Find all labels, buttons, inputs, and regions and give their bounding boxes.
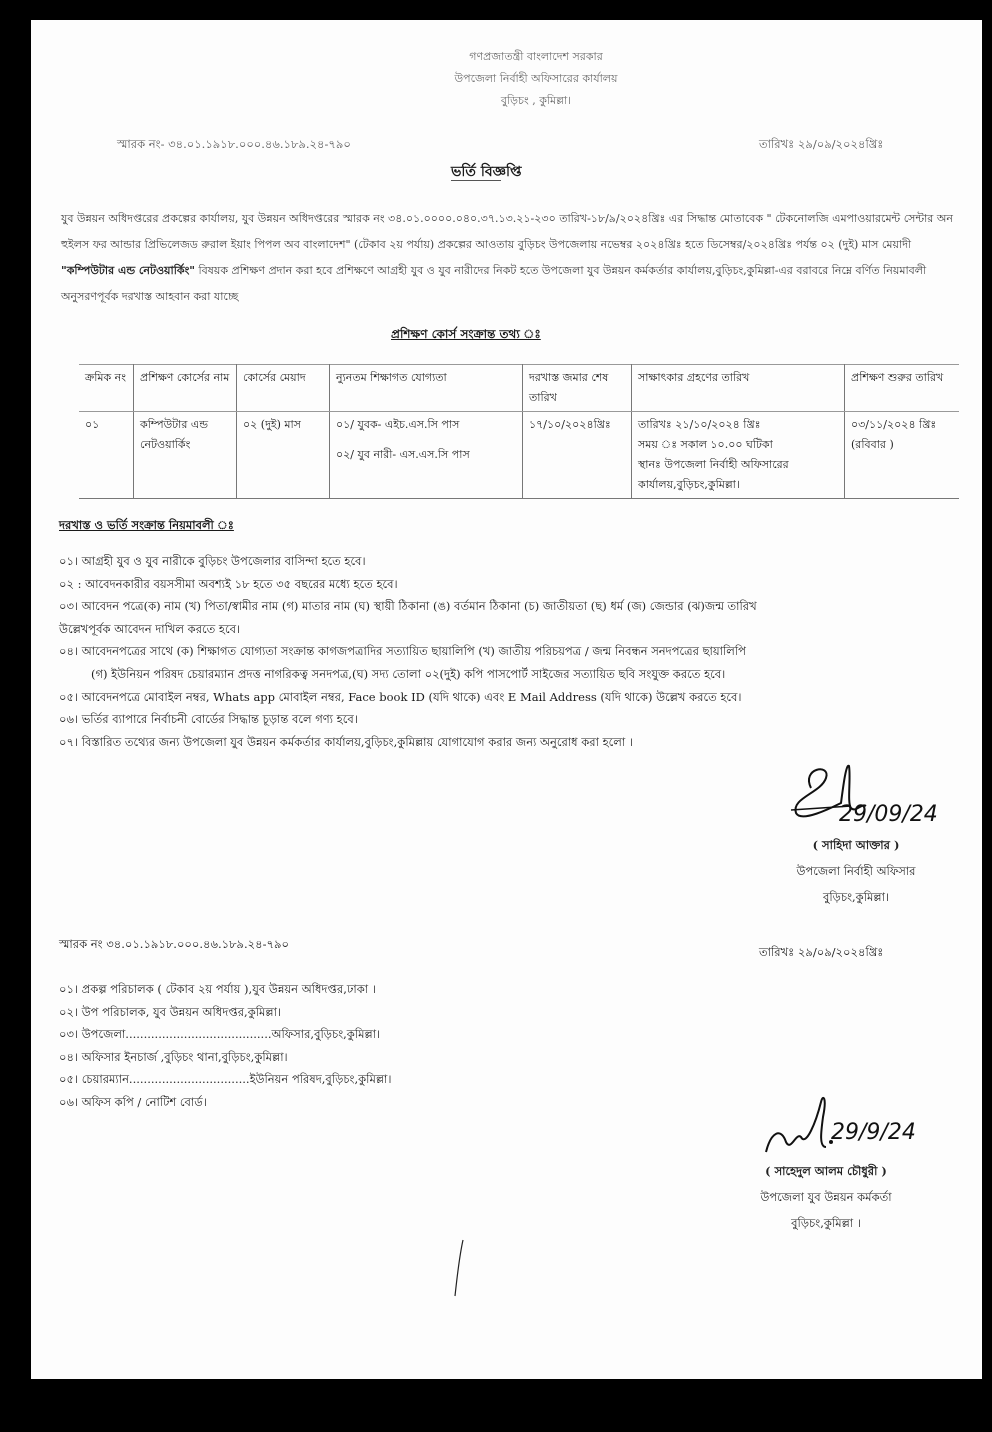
signatory-1-designation: উপজেলা নির্বাহী অফিসার: [796, 864, 916, 878]
col-serial: ক্রমিক নং: [79, 365, 134, 412]
signature-2-block: [721, 1158, 931, 1236]
rules-list: [59, 550, 979, 753]
rule-item: ০২ : আবেদনকারীর বয়সসীমা অবশ্যই ১৮ হতে ৩৫ বছরের মধ্যে হতে হবে।: [59, 576, 398, 591]
interview-place: স্থানঃ উপজেলা নির্বাহী অফিসারের কার্যালয়,বুড়িচং,কুমিল্লা।: [638, 458, 789, 491]
rule-item-continued: উল্লেখপূর্বক আবেদন দাখিল করতে হবে।: [59, 621, 241, 636]
distribution-memo-number: স্মারক নং ৩৪.০১.১৯১৮.০০০.৪৬.১৮৯.২৪-৭৯০: [59, 937, 289, 951]
signatory-1-location: বুড়িচং,কুমিল্লা।: [822, 890, 890, 904]
rule-item: ০৬। ভর্তির ব্যাপারে নির্বাচনী বোর্ডের সিদ্ধান্ত চূড়ান্ত বলে গণ্য হবে।: [59, 712, 358, 727]
rule-item: ০৩। আবেদন পত্রে(ক) নাম (খ) পিতা/স্বামীর নাম (গ) মাতার নাম (ঘ) স্থায়ী ঠিকানা (ঙ) বর্তমান ঠিকানা (চ) জাতীয়তা (ছ) ধর্ম (জ) জেন্ডার (ঝ)জন্ম তারিখ: [59, 599, 757, 614]
distribution-item: ০১। প্রকল্প পরিচালক ( টেকাব ২য় পর্যায় ),যুব উন্নয়ন অধিদপ্তর,ঢাকা ।: [59, 982, 376, 996]
distribution-item: ০৫। চেয়ারম্যান.................................ইউনিয়ন পরিষদ,বুড়িচং,কুমিল্লা।: [59, 1072, 392, 1086]
signatory-2-location: বুড়িচং,কুমিল্লা ।: [791, 1216, 861, 1230]
col-course-name: প্রশিক্ষণ কোর্সের নাম: [134, 365, 237, 412]
cell-qualification: [330, 412, 523, 499]
rule-item: ০৭। বিস্তারিত তথ্যের জন্য উপজেলা যুব উন্নয়ন কর্মকর্তার কার্যালয়,বুড়িচং,কুমিল্লায় যোগাযোগ করার জন্য অনুরোধ করা হলো ।: [59, 734, 633, 749]
distribution-item: ০৪। অফিসার ইনচার্জ ,বুড়িচং থানা,বুড়িচং,কুমিল্লা।: [59, 1049, 288, 1064]
intro-paragraph: [61, 206, 966, 310]
cell-duration: ০২ (দুই) মাস: [237, 412, 330, 499]
distribution-date: তারিখঃ ২৯/০৯/২০২৪খ্রিঃ: [759, 945, 884, 959]
rule-item: ০৪। আবেদনপত্রের সাথে (ক) শিক্ষাগত যোগ্যতা সংক্রান্ত কাগজপত্রাদির সত্যায়িত ছায়ালিপি (খ) জাতীয় পরিচয়পত্র / জন্ম নিবন্ধন সনদপত্রের ছায়ালিপি: [59, 644, 746, 659]
distribution-item: ০৩। উপজেলা........................................অফিসার,বুড়িচং,কুমিল্লা।: [59, 1027, 381, 1041]
col-start-date: প্রশিক্ষণ শুরুর তারিখ: [845, 365, 960, 412]
col-duration: কোর্সের মেয়াদ: [237, 365, 330, 412]
signatory-2-name: ( সাহেদুল আলম চৌধুরী ): [765, 1164, 887, 1178]
distribution-item: ০৬। অফিস কপি / নোটিশ বোর্ড।: [59, 1094, 207, 1109]
distribution-list: [59, 978, 391, 1113]
signature-2-date: 29/9/24: [831, 1120, 916, 1145]
notice-document: [31, 20, 982, 1379]
gov-line-1: গণপ্রজাতন্ত্রী বাংলাদেশ সরকার: [469, 50, 603, 63]
qualification-male: ০১/ যুবক- এইচ.এস.সি পাস: [336, 418, 460, 431]
course-section-heading: প্রশিক্ষণ কোর্স সংক্রান্ত তথ্য ঃ: [391, 327, 541, 341]
rule-item: ০৫। আবেদনপত্রে মোবাইল নম্বর, Whats app মোবাইল নম্বর, Face book ID (যদি থাকে) এবং E Mail Address (যদি থাকে) উল্লেখ করতে হবে।: [59, 689, 742, 704]
col-deadline: দরখাস্ত জমার শেষ তারিখ: [523, 365, 632, 412]
interview-date: তারিখঃ ২১/১০/২০২৪ খ্রিঃ: [638, 418, 761, 431]
cell-interview: [632, 412, 845, 499]
start-day: (রবিবার ): [851, 438, 894, 451]
page-title: ভর্তি বিজ্ঞপ্তি: [451, 164, 522, 180]
signature-1-icon: [771, 758, 941, 840]
intro-text-1: যুব উন্নয়ন অধিদপ্তরের প্রকল্পের কার্যালয়, যুব উন্নয়ন অধিদপ্তরের স্মারক নং ৩৪.০১.০০০০.০৪০.৩৭.১৩.২১-২৩০ তারিখ-১৮/৯/২০২৪খ্রিঃ এর সিদ্ধান্ত মোতাবেক " টেকনোলজি এমপাওয়ারমেন্ট সেন্টার অন হুইলস ফর আন্ডার প্রিভিলেজড রুরাল ইয়াং পিপল অব বাংলাদেশ" (টেকাব ২য় পর্যায়) প্রকল্পের আওতায় বুড়িচং উপজেলায় নভেম্বর ২০২৪খ্রিঃ হতে ডিসেম্বর/২০২৪খ্রিঃ পর্যন্ত ০২ (দুই) মাস মেয়াদী: [61, 212, 953, 251]
rule-item-continued: (গ) ইউনিয়ন পরিষদ চেয়ারম্যান প্রদত্ত নাগরিকত্ব সনদপত্র,(ঘ) সদ্য তোলা ০২(দুই) কপি পাসপোর্ট সাইজের সত্যায়িত ছবি সংযুক্ত করতে হবে।: [91, 666, 726, 681]
cell-deadline: ১৭/১০/২০২৪খ্রিঃ: [523, 412, 632, 499]
rules-section-heading: দরখাস্ত ও ভর্তি সংক্রান্ত নিয়মাবলী ঃ: [59, 518, 234, 532]
cell-start-date: [845, 412, 960, 499]
interview-time: সময় ঃ সকাল ১০.০০ ঘটিকা: [638, 438, 773, 451]
signatory-2-designation: উপজেলা যুব উন্নয়ন কর্মকর্তা: [760, 1190, 892, 1204]
cell-course-name: কম্পিউটার এন্ড নেটওয়ার্কিং: [134, 412, 237, 499]
office-name: উপজেলা নির্বাহী অফিসারের কার্যালয়: [454, 72, 618, 85]
memo-number: স্মারক নং- ৩৪.০১.১৯১৮.০০০.৪৬.১৮৯.২৪-৭৯০: [117, 137, 351, 151]
intro-text-2: বিষয়ক প্রশিক্ষণ প্রদান করা হবে প্রশিক্ষণে আগ্রহী যুব ও যুব নারীদের নিকট হতে উপজেলা যুব উন্নয়ন কর্মকর্তার কার্যালয়,বুড়িচং,কুমিল্লা-এর বরাবরে নিম্নে বর্ণিত নিয়মাবলী অনুসরণপূর্বক দরখাস্ত আহবান করা যাচ্ছে: [61, 264, 927, 303]
pen-mark-icon: [451, 1238, 471, 1298]
office-location: বুড়িচং , কুমিল্লা।: [500, 94, 572, 107]
signatory-1-name: ( সাহিদা আক্তার ): [812, 838, 900, 852]
qualification-female: ০২/ যুব নারী- এস.এস.সি পাস: [336, 448, 470, 461]
signature-1-date: 29/09/24: [839, 802, 938, 827]
col-interview-date: সাক্ষাৎকার গ্রহণের তারিখ: [632, 365, 845, 412]
rule-item: ০১। আগ্রহী যুব ও যুব নারীকে বুড়িচং উপজেলার বাসিন্দা হতে হবে।: [59, 554, 366, 568]
distribution-item: ০২। উপ পরিচালক, যুব উন্নয়ন অধিদপ্তর,কুমিল্লা।: [59, 1004, 282, 1019]
course-name-bold: "কম্পিউটার এন্ড নেটওয়ার্কিং": [61, 264, 196, 277]
start-date: ০৩/১১/২০২৪ খ্রিঃ: [851, 418, 937, 431]
table-row: [79, 412, 959, 499]
signature-1-block: [761, 832, 951, 910]
course-table: [79, 364, 959, 499]
title-underline: [451, 180, 501, 181]
table-header-row: [79, 365, 959, 412]
notice-date: তারিখঃ ২৯/০৯/২০২৪খ্রিঃ: [759, 137, 884, 151]
cell-serial: ০১: [79, 412, 134, 499]
col-qualification: ন্যুনতম শিক্ষাগত যোগ্যতা: [330, 365, 523, 412]
